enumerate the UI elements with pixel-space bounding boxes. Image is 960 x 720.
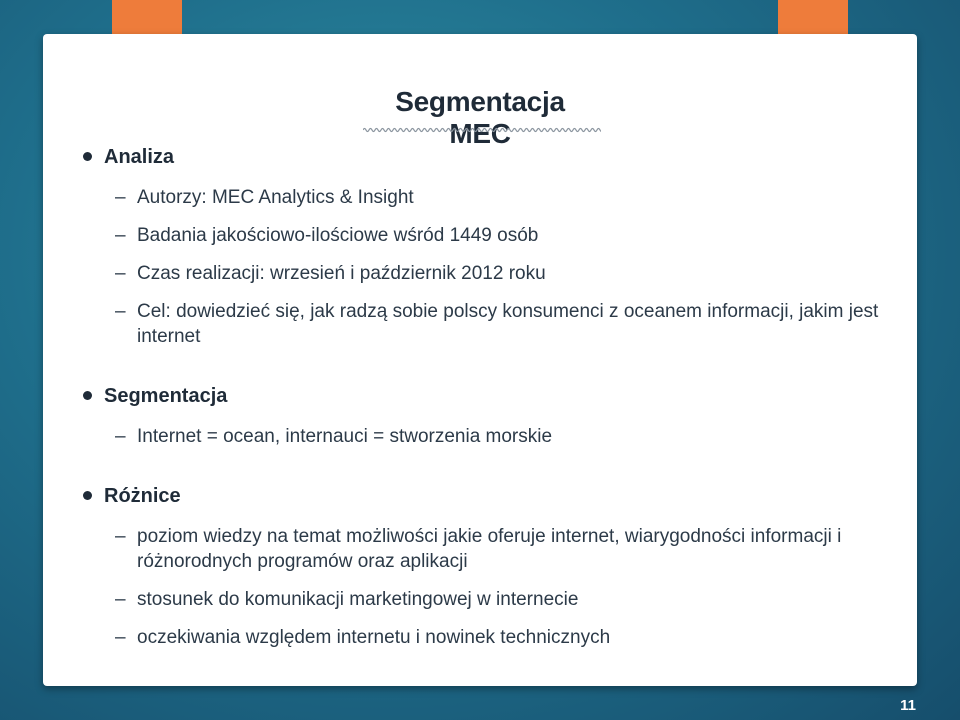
dash-icon: – bbox=[115, 187, 126, 208]
dash-icon: – bbox=[115, 426, 126, 447]
list-item-text: Badania jakościowo-ilościowe wśród 1449 osób bbox=[137, 225, 539, 246]
list-item bbox=[115, 299, 883, 349]
list-item bbox=[115, 524, 883, 574]
list-item-text: Internet = ocean, internauci = stworzenia morskie bbox=[137, 426, 553, 447]
section-heading-text: Różnice bbox=[104, 485, 181, 507]
list-item-text: Czas realizacji: wrzesień i październik 2012 roku bbox=[137, 263, 546, 284]
list-item-text: oczekiwania względem internetu i nowinek technicznych bbox=[137, 627, 611, 648]
slide-title: Segmentacja MEC bbox=[395, 86, 565, 149]
dash-icon: – bbox=[115, 301, 126, 322]
section-roznice bbox=[83, 485, 883, 650]
dash-icon: – bbox=[115, 225, 126, 246]
dash-icon: – bbox=[115, 526, 126, 547]
list-item-text: Autorzy: MEC Analytics & Insight bbox=[137, 187, 414, 208]
list-item bbox=[115, 424, 883, 449]
bullet-icon bbox=[83, 491, 92, 500]
section-heading bbox=[83, 485, 883, 508]
slide-card bbox=[43, 34, 917, 686]
section-analiza bbox=[83, 146, 883, 349]
bullet-icon bbox=[83, 391, 92, 400]
list-item bbox=[115, 261, 883, 286]
section-heading bbox=[83, 146, 883, 169]
list-item-text: stosunek do komunikacji marketingowej w internecie bbox=[137, 589, 579, 610]
list-item-text: Cel: dowiedzieć się, jak radzą sobie polscy konsumenci z oceanem informacji, jakim jest internet bbox=[137, 301, 879, 347]
section-heading bbox=[83, 385, 883, 408]
list-item bbox=[115, 587, 883, 612]
bullet-icon bbox=[83, 152, 92, 161]
list-item bbox=[115, 625, 883, 650]
section-segmentacja bbox=[83, 385, 883, 449]
list-item bbox=[115, 185, 883, 210]
list-item bbox=[115, 223, 883, 248]
page-number: 11 bbox=[900, 697, 916, 714]
section-heading-text: Segmentacja bbox=[104, 385, 228, 407]
title-underline-decoration bbox=[363, 126, 601, 134]
dash-icon: – bbox=[115, 263, 126, 284]
dash-icon: – bbox=[115, 627, 126, 648]
slide-content bbox=[83, 146, 883, 663]
section-heading-text: Analiza bbox=[104, 146, 175, 168]
dash-icon: – bbox=[115, 589, 126, 610]
list-item-text: poziom wiedzy na temat możliwości jakie oferuje internet, wiarygodności informacji i różnorodnych programów oraz aplikacji bbox=[137, 526, 842, 572]
